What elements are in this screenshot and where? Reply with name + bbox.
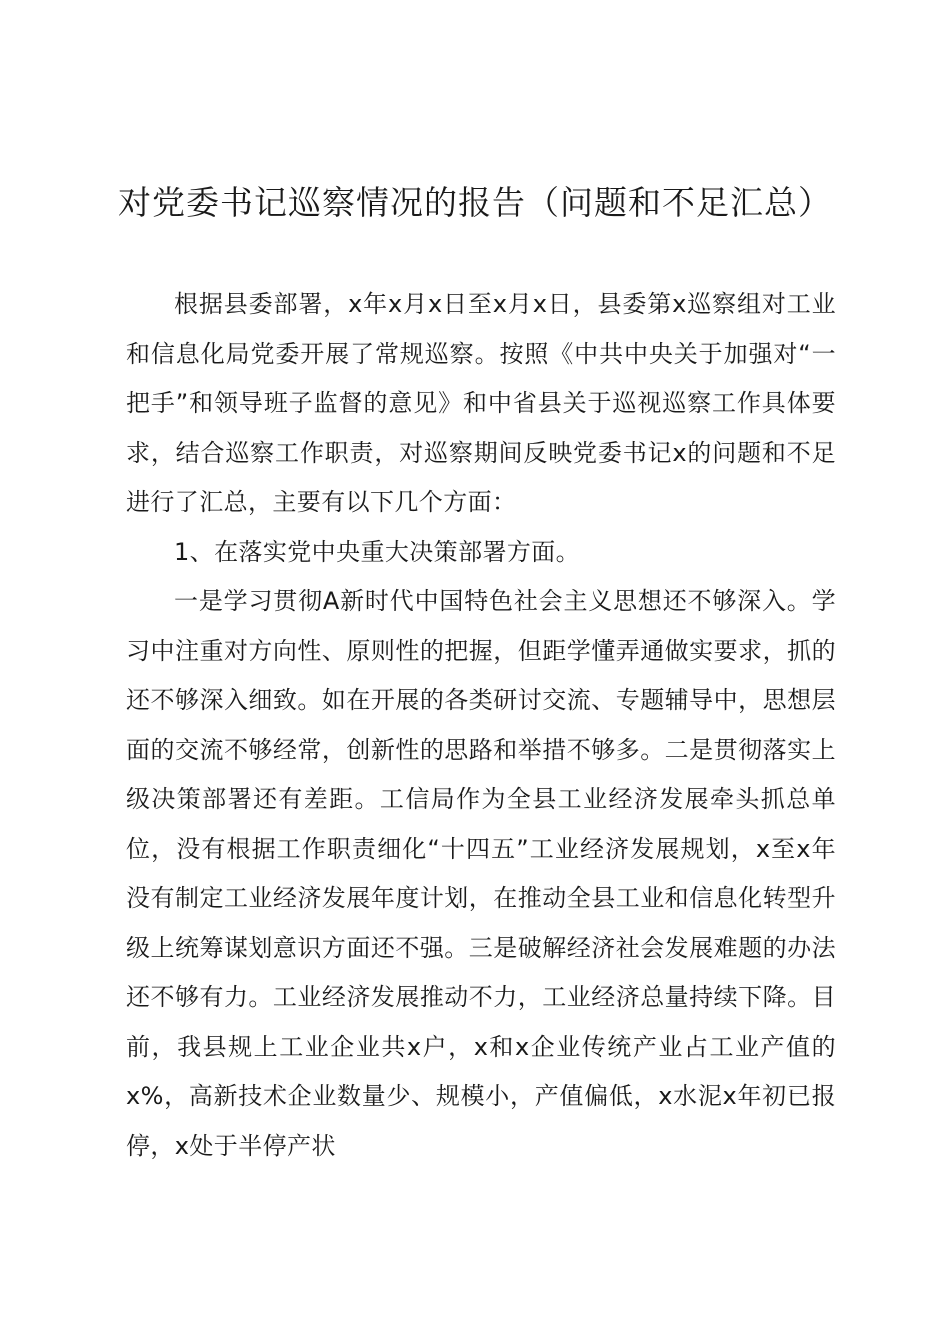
- intro-paragraph: 根据县委部署，x年x月x日至x月x日，县委第x巡察组对工业和信息化局党委开展了常规巡察。按照《中共中央关于加强对“一把手”和领导班子监督的意见》和中省县关于巡视巡察工作具体要求，结合巡察工作职责，对巡察期间反映党委书记x的问题和不足进行了汇总，主要有以下几个方面：: [126, 290, 837, 516]
- document-body: [126, 280, 836, 1171]
- document-title: 对党委书记巡察情况的报告（问题和不足汇总）: [118, 183, 832, 222]
- body-paragraph: 一是学习贯彻A新时代中国特色社会主义思想还不够深入。学习中注重对方向性、原则性的把握，但距学懂弄通做实要求，抓的还不够深入细致。如在开展的各类研讨交流、专题辅导中，思想层面的交流不够经常，创新性的思路和举措不够多。二是贯彻落实上级决策部署还有差距。工信局作为全县工业经济发展牵头抓总单位，没有根据工作职责细化“十四五”工业经济发展规划，x至x年没有制定工业经济发展年度计划，在推动全县工业和信息化转型升级上统筹谋划意识方面还不强。三是破解经济社会发展难题的办法还不够有力。工业经济发展推动不力，工业经济总量持续下降。目前，我县规上工业企业共x户，x和x企业传统产业占工业产值的x%，高新技术企业数量少、规模小，产值偏低，x水泥x年初已报停，x处于半停产状: [126, 587, 836, 1160]
- section-heading: 1、在落实党中央重大决策部署方面。: [174, 537, 581, 566]
